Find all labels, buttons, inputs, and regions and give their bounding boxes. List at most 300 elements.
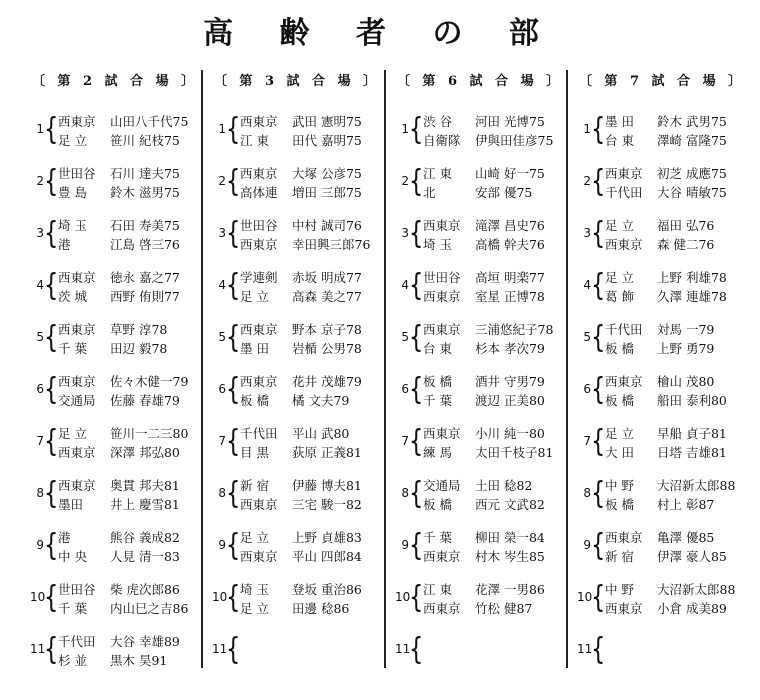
competitor-row	[240, 112, 390, 132]
team-name: 西東京	[605, 601, 643, 616]
team-name: 港	[58, 237, 71, 252]
team-name: 西東京	[605, 374, 643, 389]
match-entry	[577, 268, 747, 308]
player-name-age: 村木 岑生85	[475, 549, 545, 564]
bracket-brace: {	[591, 580, 606, 615]
team-name: 西東京	[423, 601, 461, 616]
match-entry	[30, 528, 200, 568]
player-name-age: 鈴木 滋男75	[110, 185, 180, 200]
team-name: 西東京	[423, 289, 461, 304]
competitor-row	[240, 183, 390, 203]
bracket-brace: {	[44, 164, 59, 199]
competitor-row	[58, 495, 208, 515]
bracket-brace: {	[409, 216, 424, 251]
bracket-brace: {	[409, 268, 424, 303]
team-name: 墨 田	[240, 341, 269, 356]
player-name-age: 早船 貞子81	[657, 426, 727, 441]
bracket-brace: {	[226, 424, 241, 459]
competitor-row	[240, 599, 390, 619]
player-name-age: 檜山 茂80	[657, 374, 715, 389]
player-name-age: 高垣 明楽77	[475, 270, 545, 285]
match-entry	[30, 320, 200, 360]
player-name-age: 滝澤 昌史76	[475, 218, 545, 233]
match-number: 2	[218, 174, 226, 188]
player-name-age: 花澤 一男86	[475, 582, 545, 597]
competitor-row	[605, 580, 755, 600]
bracket-brace: {	[44, 372, 59, 407]
match-number: 5	[36, 330, 44, 344]
team-name: 交通局	[423, 478, 461, 493]
match-number: 10	[395, 590, 411, 604]
match-entry	[212, 112, 382, 152]
player-name-age: 中村 誠司76	[292, 218, 362, 233]
competitor-row	[58, 599, 208, 619]
team-name: 西東京	[423, 549, 461, 564]
competitor-row	[423, 599, 573, 619]
competitor-row	[58, 632, 208, 652]
match-number: 6	[401, 382, 409, 396]
team-name: 交通局	[58, 393, 96, 408]
team-name: 板 橋	[605, 393, 634, 408]
player-name-age: 荻原 正義81	[292, 445, 362, 460]
player-name-age: 山田八千代75	[110, 114, 189, 129]
bracket-brace: {	[591, 372, 606, 407]
player-name-age: 伊澤 豪人85	[657, 549, 727, 564]
match-number: 11	[212, 642, 228, 656]
match-number: 10	[212, 590, 228, 604]
competitor-row	[423, 112, 573, 132]
team-name: 学連剣	[240, 270, 278, 285]
team-name: 西東京	[240, 237, 278, 252]
match-number: 6	[218, 382, 226, 396]
team-name: 足 立	[58, 133, 87, 148]
competitor-row	[240, 216, 390, 236]
match-number: 3	[36, 226, 44, 240]
competitor-row	[605, 216, 755, 236]
match-entry	[212, 164, 382, 204]
match-entry	[395, 164, 565, 204]
player-name-age: 柴 虎次郎86	[110, 582, 180, 597]
bracket-brace: {	[591, 268, 606, 303]
player-name-age: 上野 利雄78	[657, 270, 727, 285]
competitor-row	[605, 320, 755, 340]
player-name-age: 幸田興三郎76	[292, 237, 371, 252]
competitor-row	[423, 235, 573, 255]
competitor-row	[605, 339, 755, 359]
player-name-age: 花井 茂雄79	[292, 374, 362, 389]
team-name: 中 央	[58, 549, 87, 564]
team-name: 墨田	[58, 497, 84, 512]
match-entry	[30, 424, 200, 464]
match-number: 3	[401, 226, 409, 240]
team-name: 千代田	[240, 426, 278, 441]
match-entry	[577, 112, 747, 152]
player-name-age: 三浦悠紀子78	[475, 322, 554, 337]
competitor-row	[423, 476, 573, 496]
match-entry	[30, 580, 200, 620]
team-name: 西東京	[58, 374, 96, 389]
match-entry	[395, 268, 565, 308]
team-name: 西東京	[240, 374, 278, 389]
match-entry	[577, 372, 747, 412]
competitor-row	[423, 528, 573, 548]
match-number: 1	[36, 122, 44, 136]
player-name-age: 小倉 成美89	[657, 601, 727, 616]
match-entry	[395, 372, 565, 412]
competitor-row	[605, 235, 755, 255]
match-number: 4	[401, 278, 409, 292]
player-name-age: 田代 嘉明75	[292, 133, 362, 148]
match-number: 10	[30, 590, 46, 604]
bracket-brace: {	[226, 528, 241, 563]
player-name-age: 徳永 嘉之77	[110, 270, 180, 285]
player-name-age: 笹川 紀枝75	[110, 133, 180, 148]
player-name-age: 鈴木 武男75	[657, 114, 727, 129]
team-name: 千 葉	[58, 341, 87, 356]
competitor-row	[605, 183, 755, 203]
competitor-row	[605, 268, 755, 288]
bracket-brace: {	[226, 320, 241, 355]
player-name-age: 石田 寿美75	[110, 218, 180, 233]
player-name-age: 佐藤 春雄79	[110, 393, 180, 408]
bracket-brace: {	[409, 112, 424, 147]
competitor-row	[58, 391, 208, 411]
team-name: 板 橋	[605, 497, 634, 512]
team-name: 港	[58, 530, 71, 545]
bracket-brace: {	[591, 216, 606, 251]
match-number: 11	[577, 642, 593, 656]
match-entry	[395, 632, 565, 672]
bracket-brace: {	[591, 632, 606, 667]
page-title: 高 齢 者 の 部	[203, 16, 557, 51]
competitor-row	[240, 580, 390, 600]
player-name-age: 西元 文武82	[475, 497, 545, 512]
bracket-brace: {	[44, 424, 59, 459]
competitor-row	[605, 164, 755, 184]
team-name: 西東京	[605, 166, 643, 181]
player-name-age: 熊谷 義成82	[110, 530, 180, 545]
player-name-age: 岩楯 公男78	[292, 341, 362, 356]
team-name: 西東京	[605, 530, 643, 545]
competitor-row	[423, 372, 573, 392]
team-name: 練 馬	[423, 445, 452, 460]
competitor-row	[423, 131, 573, 151]
player-name-age: 上野 勇79	[657, 341, 715, 356]
match-number: 8	[401, 486, 409, 500]
player-name-age: 森 健二76	[657, 237, 715, 252]
bracket-brace: {	[409, 320, 424, 355]
team-name: 江 東	[423, 582, 452, 597]
team-name: 西東京	[423, 218, 461, 233]
team-name: 台 東	[423, 341, 452, 356]
player-name-age: 渡辺 正美80	[475, 393, 545, 408]
team-name: 台 東	[605, 133, 634, 148]
match-entry	[212, 528, 382, 568]
team-name: 西東京	[240, 322, 278, 337]
team-name: 世田谷	[240, 218, 278, 233]
team-name: 西東京	[58, 322, 96, 337]
bracket-brace: {	[44, 476, 59, 511]
competitor-row	[240, 287, 390, 307]
player-name-age: 田邊 稔86	[292, 601, 350, 616]
competitor-row	[58, 320, 208, 340]
bracket-brace: {	[591, 112, 606, 147]
match-number: 8	[36, 486, 44, 500]
competitor-row	[423, 216, 573, 236]
match-entry	[30, 268, 200, 308]
player-name-age: 黒木 昊91	[110, 653, 168, 668]
court-header: 〔 第 7 試 合 場 〕	[578, 74, 746, 89]
bracket-brace: {	[226, 268, 241, 303]
player-name-age: 橘 文夫79	[292, 393, 350, 408]
player-name-age: 対馬 一79	[657, 322, 715, 337]
match-number: 8	[218, 486, 226, 500]
bracket-brace: {	[591, 164, 606, 199]
team-name: 千代田	[605, 322, 643, 337]
team-name: 足 立	[605, 270, 634, 285]
bracket-brace: {	[44, 528, 59, 563]
match-number: 9	[583, 538, 591, 552]
team-name: 杉 並	[58, 653, 87, 668]
match-number: 6	[583, 382, 591, 396]
team-name: 足 立	[605, 426, 634, 441]
bracket-brace: {	[226, 372, 241, 407]
match-entry	[212, 476, 382, 516]
bracket-brace: {	[409, 372, 424, 407]
competitor-row	[240, 443, 390, 463]
competitor-row	[423, 651, 573, 671]
bracket-brace: {	[44, 580, 59, 615]
competitor-row	[423, 320, 573, 340]
player-name-age: 赤坂 明成77	[292, 270, 362, 285]
match-entry	[395, 112, 565, 152]
competitor-row	[58, 235, 208, 255]
player-name-age: 三宅 駿一82	[292, 497, 362, 512]
match-entry	[30, 216, 200, 256]
competitor-row	[605, 476, 755, 496]
bracket-brace: {	[409, 164, 424, 199]
competitor-row	[240, 495, 390, 515]
player-name-age: 大塚 公彦75	[292, 166, 362, 181]
team-name: 西東京	[423, 322, 461, 337]
bracket-brace: {	[591, 528, 606, 563]
competitor-row	[240, 424, 390, 444]
competitor-row	[58, 287, 208, 307]
bracket-brace: {	[409, 528, 424, 563]
player-name-age: 福田 弘76	[657, 218, 715, 233]
team-name: 西東京	[240, 549, 278, 564]
match-number: 4	[218, 278, 226, 292]
team-name: 板 橋	[605, 341, 634, 356]
team-name: 世田谷	[423, 270, 461, 285]
player-name-age: 田辺 毅78	[110, 341, 168, 356]
team-name: 埼 玉	[58, 218, 87, 233]
competitor-row	[240, 632, 390, 652]
player-name-age: 大沼新太郎88	[657, 582, 736, 597]
bracket-brace: {	[226, 216, 241, 251]
player-name-age: 村上 彰87	[657, 497, 715, 512]
competitor-row	[58, 112, 208, 132]
team-name: 板 橋	[423, 374, 452, 389]
competitor-row	[423, 268, 573, 288]
competitor-row	[58, 372, 208, 392]
player-name-age: 柳田 榮一84	[475, 530, 545, 545]
team-name: 足 立	[58, 426, 87, 441]
competitor-row	[423, 580, 573, 600]
match-number: 4	[36, 278, 44, 292]
team-name: 渋 谷	[423, 114, 452, 129]
player-name-age: 室星 正博78	[475, 289, 545, 304]
match-number: 10	[577, 590, 593, 604]
player-name-age: 竹松 健87	[475, 601, 533, 616]
match-number: 2	[36, 174, 44, 188]
bracket-brace: {	[44, 216, 59, 251]
match-entry	[395, 216, 565, 256]
match-number: 5	[583, 330, 591, 344]
match-number: 1	[218, 122, 226, 136]
court-column	[395, 70, 570, 670]
competitor-row	[240, 164, 390, 184]
player-name-age: 奥貫 邦夫81	[110, 478, 180, 493]
match-number: 3	[218, 226, 226, 240]
competitor-row	[58, 528, 208, 548]
match-entry	[212, 216, 382, 256]
team-name: 大 田	[605, 445, 634, 460]
competitor-row	[58, 268, 208, 288]
competitor-row	[605, 495, 755, 515]
match-entry	[577, 320, 747, 360]
team-name: 板 橋	[423, 497, 452, 512]
team-name: 西東京	[605, 237, 643, 252]
competitor-row	[240, 372, 390, 392]
competitor-row	[58, 443, 208, 463]
bracket-brace: {	[409, 424, 424, 459]
competitor-row	[58, 164, 208, 184]
player-name-age: 深澤 邦弘80	[110, 445, 180, 460]
match-entry	[30, 372, 200, 412]
match-entry	[395, 320, 565, 360]
competitor-row	[423, 287, 573, 307]
bracket-brace: {	[226, 580, 241, 615]
player-name-age: 小川 純一80	[475, 426, 545, 441]
team-name: 墨 田	[605, 114, 634, 129]
player-name-age: 河田 光博75	[475, 114, 545, 129]
match-entry	[577, 424, 747, 464]
team-name: 千代田	[605, 185, 643, 200]
bracket-brace: {	[591, 424, 606, 459]
player-name-age: 武田 憲明75	[292, 114, 362, 129]
bracket-brace: {	[409, 476, 424, 511]
competitor-row	[240, 651, 390, 671]
player-name-age: 杉本 孝次79	[475, 341, 545, 356]
competitor-row	[605, 112, 755, 132]
match-entry	[577, 476, 747, 516]
competitor-row	[423, 443, 573, 463]
player-name-age: 野本 京子78	[292, 322, 362, 337]
team-name: 世田谷	[58, 582, 96, 597]
competitor-row	[423, 391, 573, 411]
competitor-row	[240, 320, 390, 340]
match-entry	[212, 372, 382, 412]
player-name-age: 高橋 幹夫76	[475, 237, 545, 252]
match-entry	[395, 476, 565, 516]
player-name-age: 大谷 晴敏75	[657, 185, 727, 200]
player-name-age: 久澤 連雄78	[657, 289, 727, 304]
competitor-row	[58, 216, 208, 236]
match-number: 7	[401, 434, 409, 448]
match-entry	[395, 528, 565, 568]
team-name: 自衛隊	[423, 133, 461, 148]
player-name-age: 初芝 成應75	[657, 166, 727, 181]
match-number: 2	[401, 174, 409, 188]
match-entry	[577, 216, 747, 256]
player-name-age: 平山 武80	[292, 426, 350, 441]
team-name: 西東京	[240, 497, 278, 512]
match-number: 9	[36, 538, 44, 552]
match-entry	[577, 580, 747, 620]
team-name: 西東京	[58, 114, 96, 129]
team-name: 新 宿	[605, 549, 634, 564]
player-name-age: 上野 貞雄83	[292, 530, 362, 545]
match-entry	[577, 164, 747, 204]
bracket-brace: {	[226, 112, 241, 147]
competitor-row	[423, 495, 573, 515]
competitor-row	[423, 547, 573, 567]
bracket-brace: {	[591, 476, 606, 511]
player-name-age: 井上 慶雪81	[110, 497, 180, 512]
competitor-row	[240, 235, 390, 255]
player-name-age: 船田 泰利80	[657, 393, 727, 408]
player-name-age: 伊藤 博夫81	[292, 478, 362, 493]
player-name-age: 大沼新太郎88	[657, 478, 736, 493]
competitor-row	[605, 632, 755, 652]
competitor-row	[605, 287, 755, 307]
match-number: 5	[401, 330, 409, 344]
competitor-row	[58, 476, 208, 496]
player-name-age: 佐々木健一79	[110, 374, 189, 389]
match-number: 8	[583, 486, 591, 500]
match-entry	[212, 424, 382, 464]
team-name: 北	[423, 185, 436, 200]
player-name-age: 平山 四郎84	[292, 549, 362, 564]
match-number: 9	[401, 538, 409, 552]
competitor-row	[58, 580, 208, 600]
court-column	[212, 70, 387, 670]
player-name-age: 太田千枝子81	[475, 445, 554, 460]
match-number: 1	[583, 122, 591, 136]
match-entry	[395, 424, 565, 464]
court-column	[577, 70, 752, 670]
competitor-row	[423, 183, 573, 203]
match-number: 7	[36, 434, 44, 448]
match-entry	[30, 632, 200, 672]
bracket-brace: {	[226, 476, 241, 511]
competitor-row	[240, 547, 390, 567]
player-name-age: 大谷 幸雄89	[110, 634, 180, 649]
competitor-row	[58, 547, 208, 567]
player-name-age: 土田 稔82	[475, 478, 533, 493]
competitor-row	[58, 339, 208, 359]
player-name-age: 西野 侑則77	[110, 289, 180, 304]
match-entry	[30, 112, 200, 152]
match-entry	[212, 632, 382, 672]
player-name-age: 山崎 好一75	[475, 166, 545, 181]
competitor-row	[58, 424, 208, 444]
match-entry	[212, 268, 382, 308]
player-name-age: 伊與田佳彦75	[475, 133, 554, 148]
competitor-row	[240, 476, 390, 496]
competitor-row	[605, 599, 755, 619]
